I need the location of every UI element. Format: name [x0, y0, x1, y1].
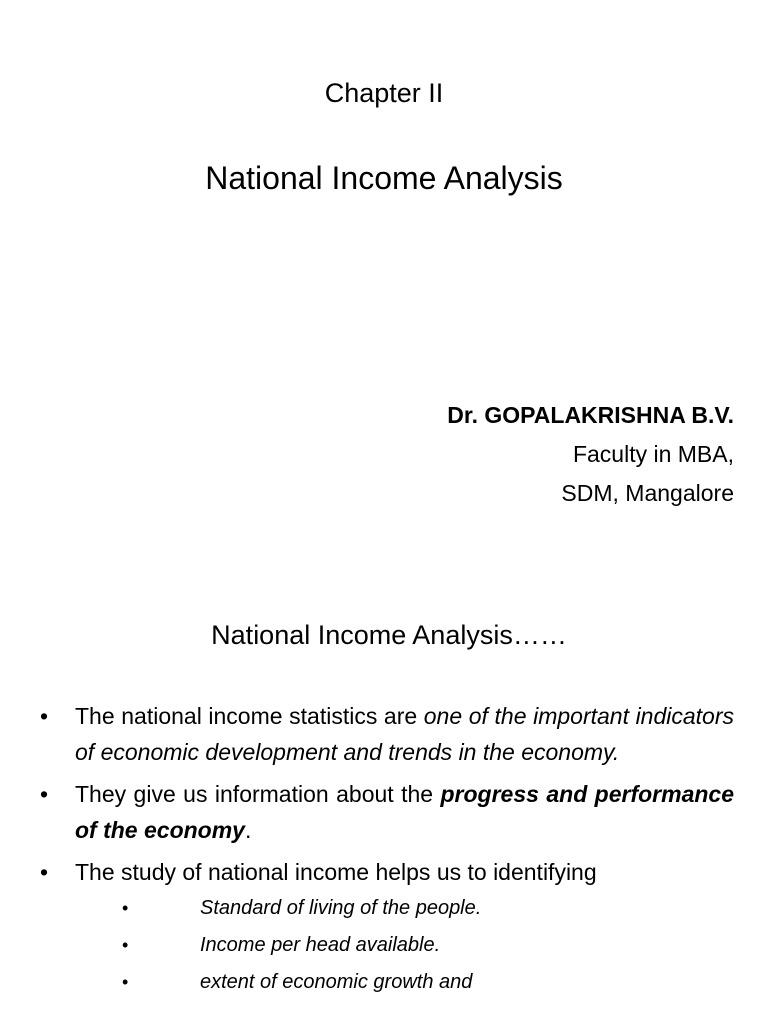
sub-bullet-icon: •	[122, 972, 129, 992]
author-position: Faculty in MBA,	[572, 441, 734, 467]
bullet-item	[40, 854, 734, 1001]
bullet-icon: •	[40, 859, 49, 885]
bullet-emphasis: one of the important indicators of economic development and trends in the economy.	[75, 703, 734, 765]
author-institution: SDM, Mangalore	[561, 480, 734, 506]
author-name: Dr. GOPALAKRISHNA B.V.	[447, 402, 734, 428]
sub-bullet-item	[75, 964, 734, 1001]
bullet-text: The national income statistics are	[75, 703, 424, 729]
bullet-icon: •	[40, 781, 49, 807]
sub-bullet-text: extent of economic growth and	[200, 971, 473, 993]
sub-bullet-text: Standard of living of the people.	[200, 897, 482, 919]
sub-bullet-item	[75, 927, 734, 964]
content-slide-title: National Income Analysis……	[211, 620, 567, 650]
sub-bullet-icon: •	[122, 898, 129, 918]
author-block	[447, 396, 734, 513]
bullet-text: They give us information about the	[75, 781, 441, 807]
bullet-item	[40, 776, 734, 848]
sub-bullet-text: Income per head available.	[200, 934, 441, 956]
bullet-strong-emphasis: progress and performance of the economy	[75, 781, 734, 843]
sub-bullet-icon: •	[122, 935, 129, 955]
bullet-list	[40, 698, 734, 1007]
chapter-label: Chapter II	[324, 78, 444, 108]
bullet-text-end: .	[244, 817, 252, 843]
bullet-text: The study of national income helps us to identifying	[75, 859, 597, 885]
content-slide	[0, 580, 768, 1024]
bullet-icon: •	[40, 703, 49, 729]
sub-bullet-item	[75, 890, 734, 927]
sub-bullet-list	[75, 890, 734, 1001]
slide-title: National Income Analysis	[205, 160, 563, 196]
bullet-item	[40, 698, 734, 770]
